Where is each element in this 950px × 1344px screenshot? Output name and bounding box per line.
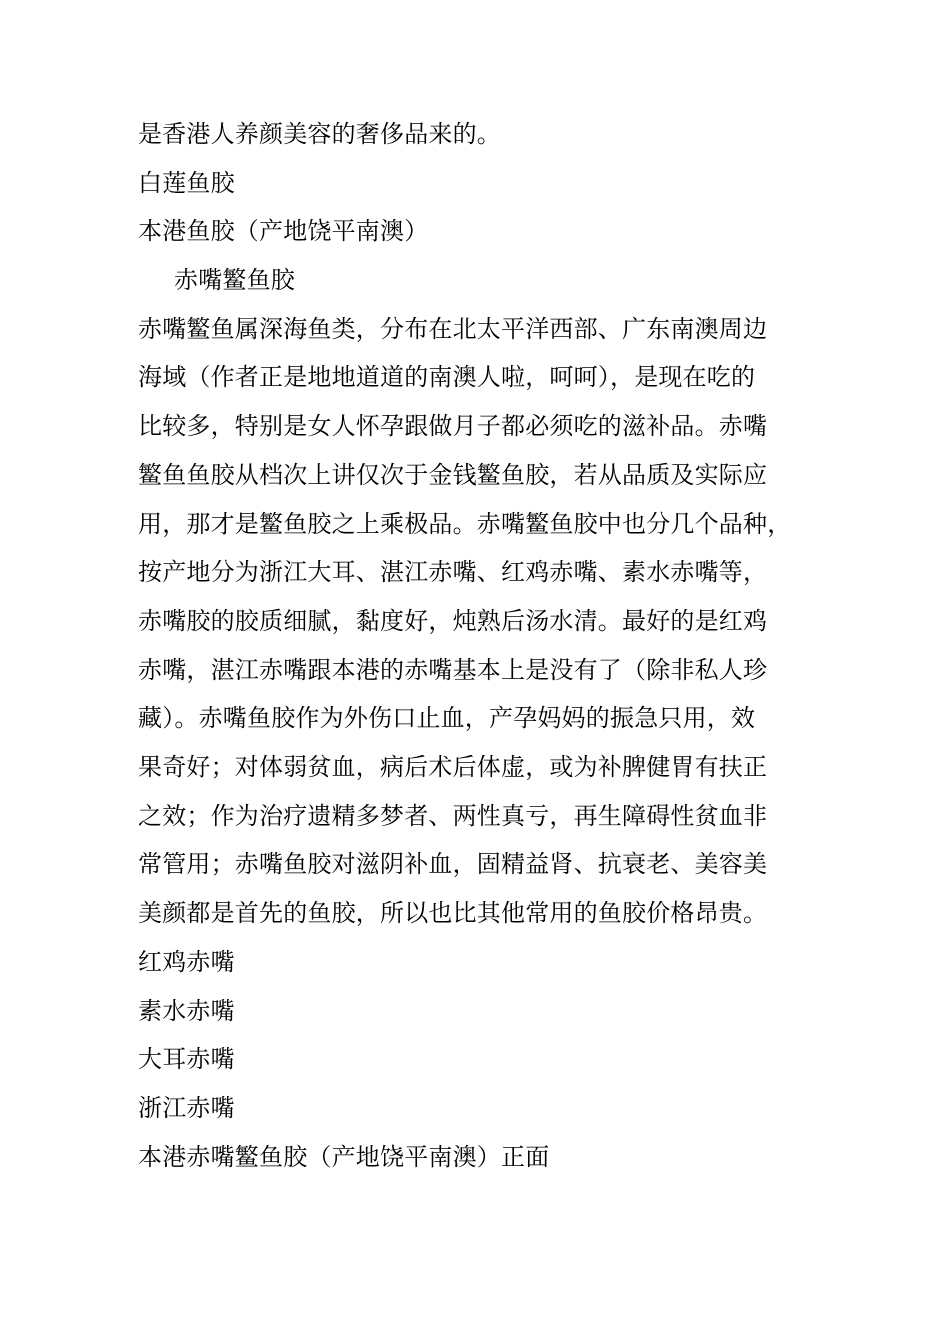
paragraph-line: 比较多，特别是女人怀孕跟做月子都必须吃的滋补品。赤嘴 xyxy=(138,412,768,441)
paragraph-line: 赤嘴，湛江赤嘴跟本港的赤嘴基本上是没有了（除非私人珍 xyxy=(138,655,768,684)
paragraph-line: 鳘鱼鱼胶从档次上讲仅次于金钱鳘鱼胶，若从品质及实际应 xyxy=(138,460,768,489)
label-white-lotus-fish-maw: 白莲鱼胶 xyxy=(138,168,235,197)
paragraph-line: 果奇好；对体弱贫血，病后术后体虚，或为补脾健胃有扶正 xyxy=(138,753,768,782)
section-heading: 赤嘴鳘鱼胶 xyxy=(174,266,295,295)
document-body xyxy=(138,110,818,1181)
label-local-fish-maw: 本港鱼胶（产地饶平南澳） xyxy=(138,217,429,246)
paragraph-line: 赤嘴鳘鱼属深海鱼类，分布在北太平洋西部、广东南澳周边 xyxy=(138,314,768,343)
paragraph-line: 藏）。赤嘴鱼胶作为外伤口止血，产孕妈妈的振急只用，效 xyxy=(138,704,756,733)
intro-line: 是香港人养颜美容的奢侈品来的。 xyxy=(138,120,501,148)
paragraph-line: 赤嘴胶的胶质细腻，黏度好，炖熟后汤水清。最好的是红鸡 xyxy=(138,606,768,635)
paragraph-line: 海域（作者正是地地道道的南澳人啦，呵呵），是现在吃的 xyxy=(138,363,756,392)
paragraph-line: 常管用；赤嘴鱼胶对滋阴补血，固精益肾、抗衰老、美容美 xyxy=(138,850,768,879)
list-item: 大耳赤嘴 xyxy=(138,1045,235,1074)
paragraph-line: 按产地分为浙江大耳、湛江赤嘴、红鸡赤嘴、素水赤嘴等， xyxy=(138,558,768,587)
paragraph-line: 用，那才是鳘鱼胶之上乘极品。赤嘴鳘鱼胶中也分几个品种， xyxy=(138,509,792,538)
list-item: 红鸡赤嘴 xyxy=(138,947,235,976)
list-item: 本港赤嘴鳘鱼胶（产地饶平南澳）正面 xyxy=(138,1142,550,1171)
body-paragraph xyxy=(138,305,818,938)
paragraph-line: 之效；作为治疗遗精多梦者、两性真亏，再生障碍性贫血非 xyxy=(138,801,768,830)
list-item: 浙江赤嘴 xyxy=(138,1093,235,1122)
list-item: 素水赤嘴 xyxy=(138,996,235,1025)
paragraph-line: 美颜都是首先的鱼胶，所以也比其他常用的鱼胶价格昂贵。 xyxy=(138,899,768,928)
